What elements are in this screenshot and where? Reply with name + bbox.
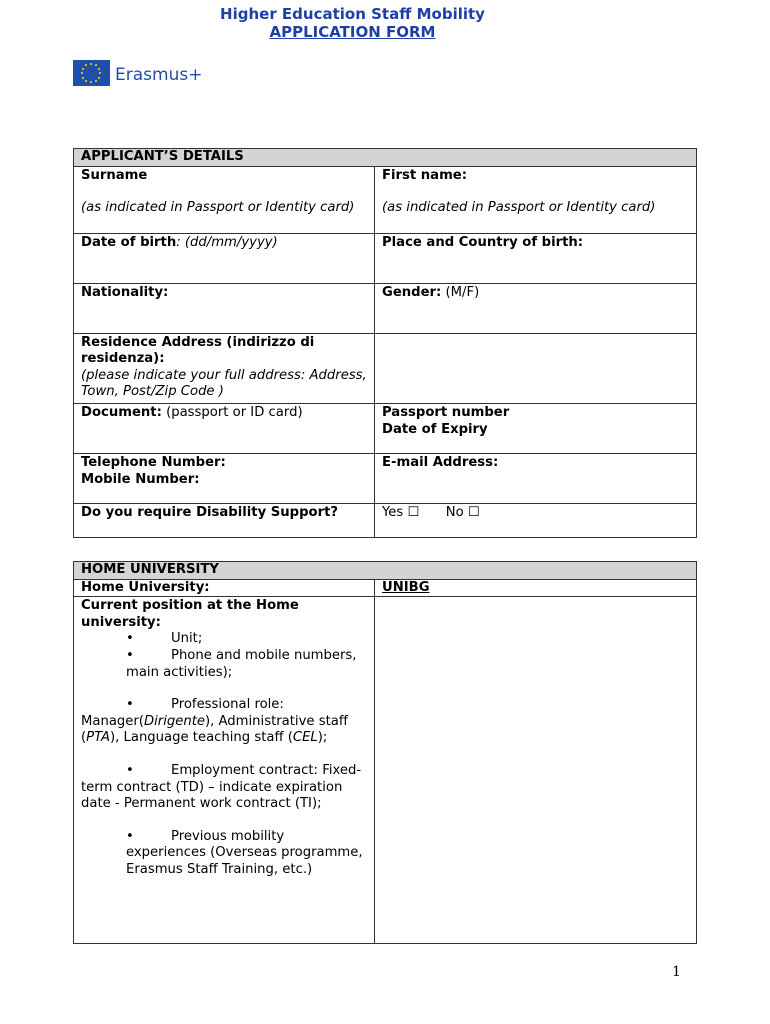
dob-label: Date of birth (81, 234, 177, 250)
list-item: • Employment contract: Fixed-term contract (TD) – indicate expiration date - Permanent work contract (TI); (81, 762, 362, 812)
erasmus-logo (73, 59, 202, 87)
first-name-note: (as indicated in Passport or Identity card) (382, 200, 656, 216)
email-label: E-mail Address: (382, 454, 499, 470)
surname-label: Surname (81, 167, 148, 183)
current-position-cell (74, 597, 375, 944)
first-name-label: First name: (382, 167, 468, 183)
home-section-title: HOME UNIVERSITY (74, 562, 697, 580)
document-cell[interactable] (74, 403, 375, 453)
address-cell[interactable] (74, 333, 375, 403)
birthplace-cell[interactable] (375, 233, 697, 283)
home-university-label-cell (74, 579, 375, 597)
birthplace-label: Place and Country of birth: (382, 234, 584, 250)
list-item: • Unit; (126, 631, 203, 647)
disability-label: Do you require Disability Support? (81, 504, 339, 520)
disability-cell (74, 503, 375, 537)
bullet-icon: • (126, 631, 134, 647)
bullet-icon: • (126, 762, 134, 778)
disability-no-checkbox[interactable]: No ☐ (445, 504, 480, 520)
telephone-cell[interactable] (74, 453, 375, 503)
list-item: • Professional role: Manager(Dirigente), Administrative staff (PTA), Language teaching staff (CEL); (81, 697, 348, 746)
disability-yes-checkbox[interactable]: Yes ☐ (382, 504, 420, 520)
expiry-label: Date of Expiry (382, 421, 488, 437)
address-value-cell[interactable] (375, 333, 697, 403)
page-subtitle: APPLICATION FORM (269, 23, 436, 41)
document-note: (passport or ID card) (161, 404, 303, 420)
passport-number-label: Passport number (382, 404, 510, 420)
first-name-cell[interactable] (375, 166, 697, 233)
address-note: (please indicate your full address: Address, Town, Post/Zip Code ) (81, 367, 367, 400)
home-university-value-cell (375, 579, 697, 597)
home-university-table (73, 561, 697, 944)
nationality-label: Nationality: (81, 284, 169, 300)
home-university-label: Home University: (81, 579, 210, 595)
mobile-label: Mobile Number: (81, 471, 200, 487)
surname-cell[interactable] (74, 166, 375, 233)
gender-label: Gender: (382, 284, 442, 300)
list-item: • Previous mobility experiences (Overseas programme, Erasmus Staff Training, etc.) (126, 828, 363, 877)
document-label: Document: (81, 404, 162, 420)
telephone-label: Telephone Number: (81, 454, 226, 470)
gender-cell[interactable] (375, 283, 697, 333)
gender-options: (M/F) (441, 284, 480, 300)
eu-flag-icon (73, 60, 110, 86)
passport-cell[interactable] (375, 403, 697, 453)
nationality-cell[interactable] (74, 283, 375, 333)
surname-note: (as indicated in Passport or Identity card) (81, 200, 355, 216)
bullet-icon: • (126, 647, 134, 663)
home-university-value: UNIBG (382, 579, 430, 595)
page-header (0, 5, 705, 41)
address-label: Residence Address (indirizzo di residenza): (81, 334, 315, 367)
page-number: 1 (672, 964, 681, 980)
current-position-value-cell[interactable] (375, 597, 697, 944)
erasmus-wordmark: Erasmus+ (115, 65, 203, 85)
email-cell[interactable] (375, 453, 697, 503)
position-label: Current position at the Home university: (81, 598, 299, 630)
list-item: • Phone and mobile numbers, main activities); (126, 647, 357, 680)
disability-options-cell (375, 503, 697, 537)
date-of-birth-cell[interactable] (74, 233, 375, 283)
applicant-section-title: APPLICANT’S DETAILS (74, 149, 697, 167)
bullet-icon: • (126, 697, 134, 713)
dob-format: : (dd/mm/yyyy) (176, 234, 278, 250)
applicant-details-table (73, 148, 697, 538)
bullet-icon: • (126, 828, 134, 844)
page-title: Higher Education Staff Mobility (220, 5, 485, 23)
